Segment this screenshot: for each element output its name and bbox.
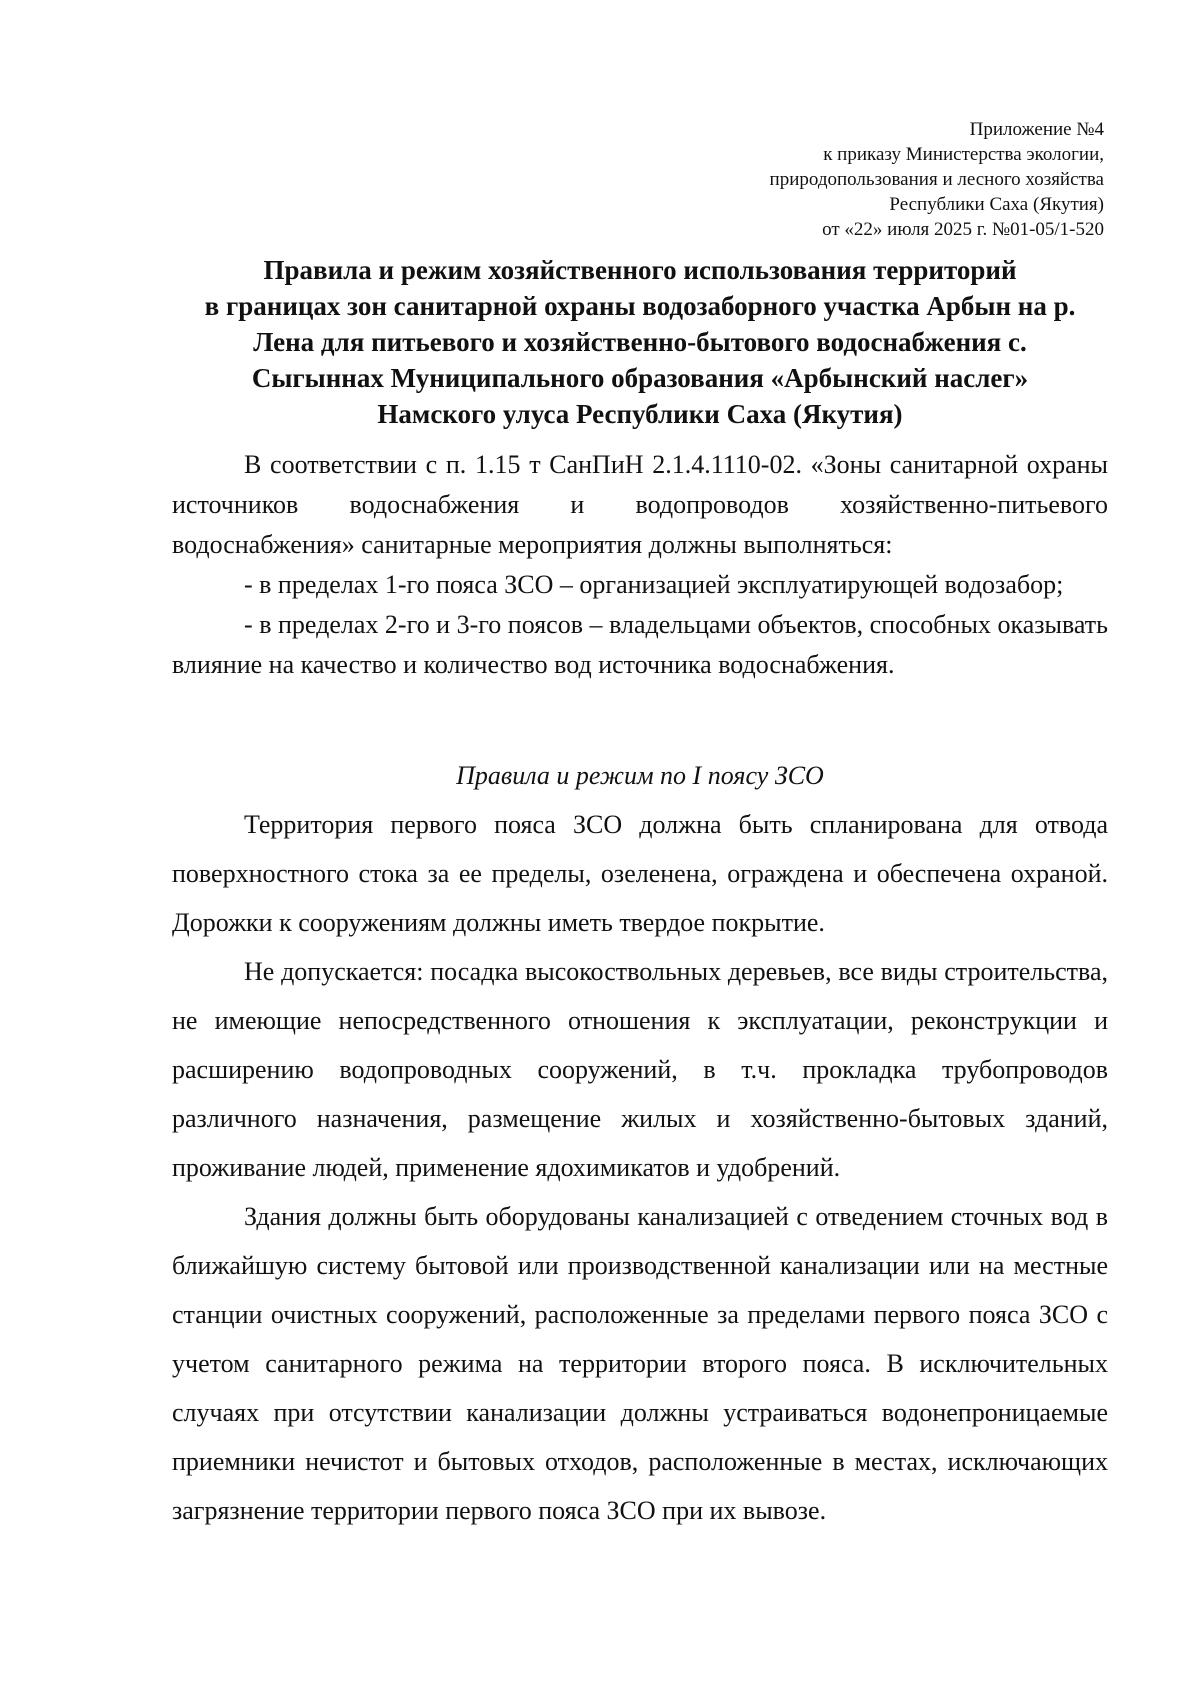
intro-paragraph: В соответствии с п. 1.15 т СанПиН 2.1.4.1110-02. «Зоны санитарной охраны источников водоснабжения и водопроводов хозяйственно-питьевого водоснабжения» санитарные мероприятия должны выполняться: (172, 450, 1108, 559)
title-line: Правила и режим хозяйственного использования территорий (263, 255, 1017, 285)
rules-paragraph-territory: Территория первого пояса ЗСО должна быть спланирована для отвода поверхностного стока за ее пределы, озеленена, ограждена и обеспечена охраной. Дорожки к сооружениям должны иметь твердое покрытие. (172, 810, 1108, 937)
section-heading: Правила и режим по I поясу ЗСО (456, 761, 824, 790)
appendix-ministry: природопользования и лесного хозяйства (769, 169, 1104, 190)
appendix-block (770, 117, 1104, 242)
appendix-order-ref: к приказу Министерства экологии, (823, 144, 1104, 165)
intro-item-first-belt: - в пределах 1-го пояса ЗСО – организацией эксплуатирующей водозабор; (244, 570, 1064, 599)
section-rules (172, 800, 1108, 1535)
title-line: Сыгыннах Муниципального образования «Арбынский наслег» (251, 363, 1029, 393)
rules-paragraph-buildings: Здания должны быть оборудованы канализацией с отведением сточных вод в ближайшую систему бытовой или производственной канализации или на местные станции очистных сооружений, расположенные за пределами первого пояса ЗСО с учетом санитарного режима на территории второго пояса. В исключительных случаях при отсутствии канализации должны устраиваться водонепроницаемые приемники нечистот и бытовых отходов, расположенные в местах, исключающих загрязнение территории первого пояса ЗСО при их вывозе. (172, 1202, 1108, 1525)
title-line: в границах зон санитарной охраны водозаборного участка Арбын на р. (204, 291, 1076, 321)
appendix-number: Приложение №4 (969, 119, 1104, 140)
intro-section (172, 445, 1108, 685)
title-line: Лена для питьевого и хозяйственно-бытового водоснабжения с. (253, 327, 1027, 357)
title-line: Намского улуса Республики Саха (Якутия) (377, 399, 903, 429)
appendix-republic: Республики Саха (Якутия) (889, 194, 1104, 215)
appendix-date: от «22» июля 2025 г. №01-05/1-520 (822, 219, 1104, 240)
rules-paragraph-prohibited: Не допускается: посадка высокоствольных деревьев, все виды строительства, не имеющие непосредственного отношения к эксплуатации, реконструкции и расширению водопроводных сооружений, в т.ч. прокладка трубопроводов различного назначения, размещение жилых и хозяйственно-бытовых зданий, проживание людей, применение ядохимикатов и удобрений. (172, 957, 1108, 1182)
intro-item-second-third-belt: - в пределах 2-го и 3-го поясов – владельцами объектов, способных оказывать влияние на качество и количество вод источника водоснабжения. (172, 610, 1108, 679)
document-title (170, 252, 1110, 432)
